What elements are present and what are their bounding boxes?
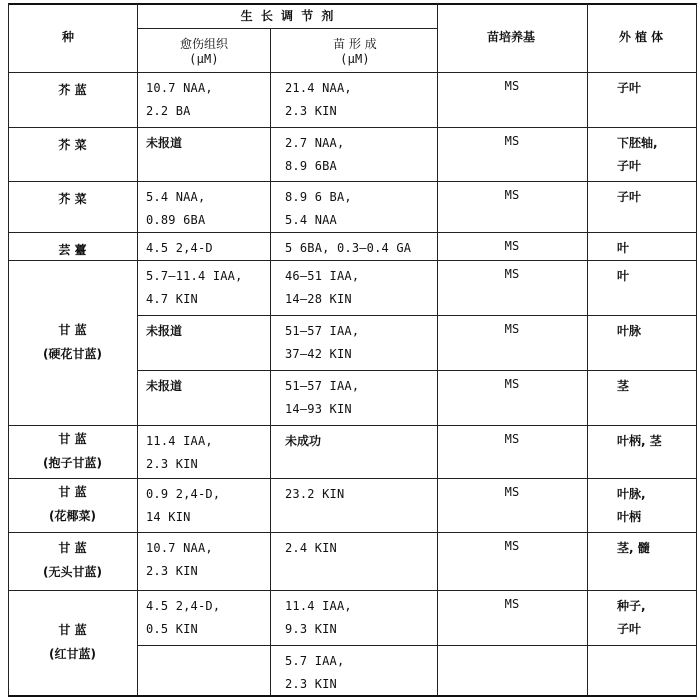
table-left-rule xyxy=(8,3,9,697)
callus-value: 未报道 xyxy=(146,324,183,338)
column-rule xyxy=(270,28,271,697)
callus-value: 4.5 2,4-D xyxy=(146,241,213,255)
medium-value: MS xyxy=(504,322,520,336)
shoot-value: 5.7 IAA, xyxy=(285,654,345,668)
row-rule xyxy=(8,127,696,128)
explant-value: 叶脉 xyxy=(617,324,642,338)
header-growth-regulators: 生 长 调 节 剂 xyxy=(240,9,336,23)
species-name: 芥 蓝 xyxy=(58,83,87,97)
callus-value: 10.7 NAA, xyxy=(146,541,213,555)
explant-value: 下胚轴, xyxy=(617,136,658,150)
explant-value: 茎 xyxy=(617,379,630,393)
medium-value: MS xyxy=(504,377,520,391)
header-bottom-rule xyxy=(8,72,696,73)
shoot-value: 11.4 IAA, xyxy=(285,599,352,613)
explant-value: 叶脉, xyxy=(617,487,646,501)
medium-value: MS xyxy=(504,267,520,281)
medium-value: MS xyxy=(504,597,520,611)
row-rule xyxy=(8,478,696,479)
row-rule xyxy=(8,425,696,426)
callus-value: 未报道 xyxy=(146,379,183,393)
species-variety: (花椰菜) xyxy=(49,509,96,523)
explant-value: 子叶 xyxy=(617,81,642,95)
medium-value: MS xyxy=(504,539,520,553)
shoot-value: 未成功 xyxy=(285,434,322,448)
table-bottom-rule xyxy=(8,695,696,697)
header-medium: 苗培养基 xyxy=(486,30,536,44)
shoot-value: 2.4 KIN xyxy=(285,541,337,555)
callus-value: 11.4 IAA, xyxy=(146,434,213,448)
sub-row-rule xyxy=(137,645,696,646)
callus-value: 2.3 KIN xyxy=(146,457,198,471)
shoot-value: 51—57 IAA, xyxy=(285,379,360,393)
shoot-value: 2.7 NAA, xyxy=(285,136,345,150)
shoot-value: 51—57 IAA, xyxy=(285,324,360,338)
explant-value: 子叶 xyxy=(617,190,642,204)
callus-value: 0.5 KIN xyxy=(146,622,198,636)
table-top-rule xyxy=(8,3,696,5)
species-name: 甘 蓝 xyxy=(58,431,87,446)
explant-value: 种子, xyxy=(617,599,646,613)
shoot-value: 8.9 6 BA, xyxy=(285,190,352,204)
row-rule xyxy=(8,590,696,591)
species-name: 甘 蓝 xyxy=(58,541,87,555)
species-variety: (红甘蓝) xyxy=(49,646,96,661)
species-name: 甘 蓝 xyxy=(58,322,87,337)
callus-value: 0.89 6BA xyxy=(146,213,206,227)
species-variety: (无头甘蓝) xyxy=(43,565,102,579)
callus-value: 2.2 BA xyxy=(146,104,191,118)
sub-row-rule xyxy=(137,370,696,371)
medium-value: MS xyxy=(504,134,520,148)
medium-value: MS xyxy=(504,432,520,446)
shoot-value: 5 6BA, 0.3—0.4 GA xyxy=(285,241,412,255)
explant-value: 叶柄 xyxy=(617,510,642,524)
row-rule xyxy=(8,232,696,233)
callus-value: 5.7—11.4 IAA, xyxy=(146,269,243,283)
explant-value: 子叶 xyxy=(617,159,642,173)
shoot-value: 2.3 KIN xyxy=(285,104,337,118)
species-name: 芸 薹 xyxy=(58,243,87,257)
header-shoot-unit: (μM) xyxy=(340,52,370,66)
explant-value: 茎, 髓 xyxy=(617,541,650,555)
shoot-value: 37—42 KIN xyxy=(285,347,352,361)
column-rule xyxy=(137,3,138,697)
callus-value: 5.4 NAA, xyxy=(146,190,206,204)
medium-value: MS xyxy=(504,239,520,253)
species-name: 芥 菜 xyxy=(58,192,87,206)
header-explant: 外 植 体 xyxy=(618,30,664,44)
species-name: 甘 蓝 xyxy=(58,622,87,637)
row-rule xyxy=(8,181,696,182)
shoot-value: 14—28 KIN xyxy=(285,292,352,306)
sub-row-rule xyxy=(137,315,696,316)
explant-value: 叶 xyxy=(617,241,630,255)
explant-value: 叶柄, 茎 xyxy=(617,434,662,448)
header-callus: 愈伤组织 xyxy=(179,37,229,51)
species-variety: (硬花甘蓝) xyxy=(43,346,102,361)
species-name: 甘 蓝 xyxy=(58,485,87,499)
row-rule xyxy=(8,532,696,533)
callus-value: 0.9 2,4-D, xyxy=(146,487,221,501)
callus-value: 4.5 2,4-D, xyxy=(146,599,221,613)
shoot-value: 5.4 NAA xyxy=(285,213,337,227)
shoot-value: 2.3 KIN xyxy=(285,677,337,691)
header-sub-rule xyxy=(137,28,437,29)
explant-value: 叶 xyxy=(617,269,630,283)
medium-value: MS xyxy=(504,79,520,93)
medium-value: MS xyxy=(504,485,520,499)
callus-value: 14 KIN xyxy=(146,510,191,524)
row-rule xyxy=(8,260,696,261)
header-species: 种 xyxy=(61,30,75,44)
column-rule xyxy=(587,3,588,697)
shoot-value: 14—93 KIN xyxy=(285,402,352,416)
callus-value: 未报道 xyxy=(146,136,183,150)
explant-value: 子叶 xyxy=(617,622,642,636)
species-variety: (抱子甘蓝) xyxy=(43,455,102,470)
shoot-value: 9.3 KIN xyxy=(285,622,337,636)
shoot-value: 46—51 IAA, xyxy=(285,269,360,283)
medium-value: MS xyxy=(504,188,520,202)
callus-value: 2.3 KIN xyxy=(146,564,198,578)
header-callus-unit: (μM) xyxy=(189,52,219,66)
species-name: 芥 菜 xyxy=(58,138,87,152)
shoot-value: 23.2 KIN xyxy=(285,487,345,501)
callus-value: 4.7 KIN xyxy=(146,292,198,306)
callus-value: 10.7 NAA, xyxy=(146,81,213,95)
column-rule xyxy=(437,3,438,697)
shoot-value: 21.4 NAA, xyxy=(285,81,352,95)
header-shoot: 苗 形 成 xyxy=(333,37,377,51)
shoot-value: 8.9 6BA xyxy=(285,159,337,173)
table-right-rule xyxy=(696,3,697,697)
